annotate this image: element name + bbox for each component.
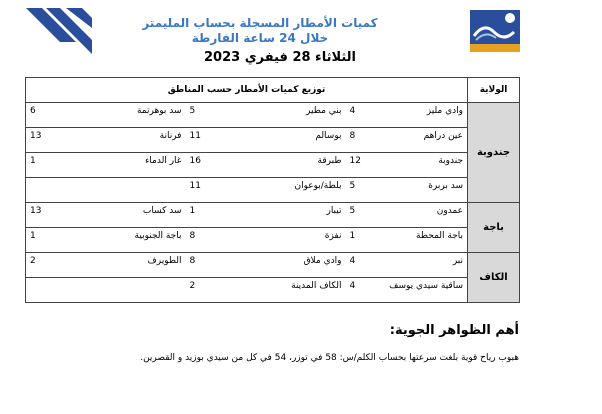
mid-station-cell xyxy=(186,228,346,253)
governorate-header: الولاية xyxy=(468,78,520,103)
station-name: بلطة/بوعوان xyxy=(294,181,342,191)
mid-station-cell xyxy=(186,278,346,303)
governorate-name: جندوبة xyxy=(468,103,520,203)
right-station-cell xyxy=(346,153,468,178)
mid-station-cell xyxy=(186,153,346,178)
table-row xyxy=(26,153,520,178)
station-name: الكاف المدينة xyxy=(291,281,342,291)
left-station-cell xyxy=(26,178,186,203)
rainfall-value: 2 xyxy=(189,281,196,291)
mid-station-cell xyxy=(186,178,346,203)
station-name: سد بوهرتمة xyxy=(136,106,182,116)
rainfall-value: 5 xyxy=(189,106,196,116)
right-station-cell xyxy=(346,128,468,153)
left-station-cell xyxy=(26,103,186,128)
station-name: سد كساب xyxy=(142,206,182,216)
distribution-header: توزيع كميات الأمطار حسب المناطق xyxy=(26,78,468,103)
mid-station-cell xyxy=(186,253,346,278)
left-station-cell xyxy=(26,203,186,228)
rainfall-value: 4 xyxy=(349,281,356,291)
station-name: عمدون xyxy=(436,206,464,216)
table-row xyxy=(26,128,520,153)
mid-station-cell xyxy=(186,103,346,128)
rainfall-value: 1 xyxy=(30,156,36,166)
right-station-cell xyxy=(346,278,468,303)
station-name: باجة الجنوبية xyxy=(134,231,182,241)
rainfall-value: 11 xyxy=(189,181,201,191)
station-name: فرنانة xyxy=(159,131,182,141)
left-station-cell xyxy=(26,153,186,178)
governorate-name: الكاف xyxy=(468,253,520,303)
left-station-cell xyxy=(26,253,186,278)
station-name: عين دراهم xyxy=(423,131,464,141)
station-name: باجة المحطة xyxy=(416,231,464,241)
station-name: وادي ملاق xyxy=(303,256,342,266)
rainfall-value: 5 xyxy=(349,181,356,191)
station-name: نفزة xyxy=(324,231,342,241)
right-station-cell xyxy=(346,103,468,128)
rainfall-value: 11 xyxy=(189,131,201,141)
rainfall-value: 16 xyxy=(189,156,201,166)
right-station-cell xyxy=(346,228,468,253)
rainfall-value: 4 xyxy=(349,256,356,266)
report-date: الثلاثاء 28 فيفري 2023 xyxy=(204,50,356,65)
table-row xyxy=(26,203,520,228)
phenomena-text: هبوب رياح قوية بلغت سرعتها بحساب الكلم/س: 58 في توزر، 54 في كل من سيدي بوزيد و القصرين. xyxy=(140,353,519,363)
report-title: كميات الأمطار المسجلة بحساب المليمتر xyxy=(142,16,378,30)
right-station-cell xyxy=(346,253,468,278)
table-header-row xyxy=(26,78,520,103)
phenomena-title: أهم الظواهر الجوية: xyxy=(389,323,519,338)
rainfall-table xyxy=(25,77,520,303)
station-name: الطويرف xyxy=(147,256,182,266)
rainfall-value: 1 xyxy=(189,206,196,216)
table-row xyxy=(26,178,520,203)
mid-station-cell xyxy=(186,128,346,153)
rainfall-value: 5 xyxy=(349,206,356,216)
report-subtitle: خلال 24 ساعة الفارطة xyxy=(191,31,329,45)
table-row xyxy=(26,253,520,278)
table-row xyxy=(26,103,520,128)
station-name: سد بربرة xyxy=(428,181,464,191)
station-name: ساقية سيدي يوسف xyxy=(389,281,464,291)
rainfall-value: 6 xyxy=(30,106,36,116)
left-station-cell xyxy=(26,128,186,153)
right-station-cell xyxy=(346,203,468,228)
station-name: غار الدماء xyxy=(145,156,182,166)
rainfall-value: 8 xyxy=(189,231,196,241)
station-name: بني مطير xyxy=(306,106,342,116)
rainfall-value: 1 xyxy=(30,231,36,241)
station-name: نبر xyxy=(452,256,464,266)
left-station-cell xyxy=(26,278,186,303)
rainfall-value: 13 xyxy=(30,206,42,216)
table-row xyxy=(26,228,520,253)
rainfall-value: 8 xyxy=(349,131,356,141)
station-name: طبرقة xyxy=(317,156,342,166)
mid-station-cell xyxy=(186,203,346,228)
stripes-logo-icon xyxy=(26,8,92,54)
rainfall-value: 1 xyxy=(349,231,356,241)
station-name: جندوبة xyxy=(438,156,464,166)
rainfall-value: 13 xyxy=(30,131,42,141)
rainfall-value: 4 xyxy=(349,106,356,116)
governorate-name: باجة xyxy=(468,203,520,253)
rainfall-value: 8 xyxy=(189,256,196,266)
station-name: بوسالم xyxy=(315,131,342,141)
station-name: وادي مليز xyxy=(426,106,464,116)
right-station-cell xyxy=(346,178,468,203)
table-row xyxy=(26,278,520,303)
rainfall-value: 12 xyxy=(349,156,361,166)
left-station-cell xyxy=(26,228,186,253)
rainfall-value: 2 xyxy=(30,256,36,266)
institute-emblem-icon xyxy=(470,10,520,52)
station-name: تيبار xyxy=(326,206,342,216)
